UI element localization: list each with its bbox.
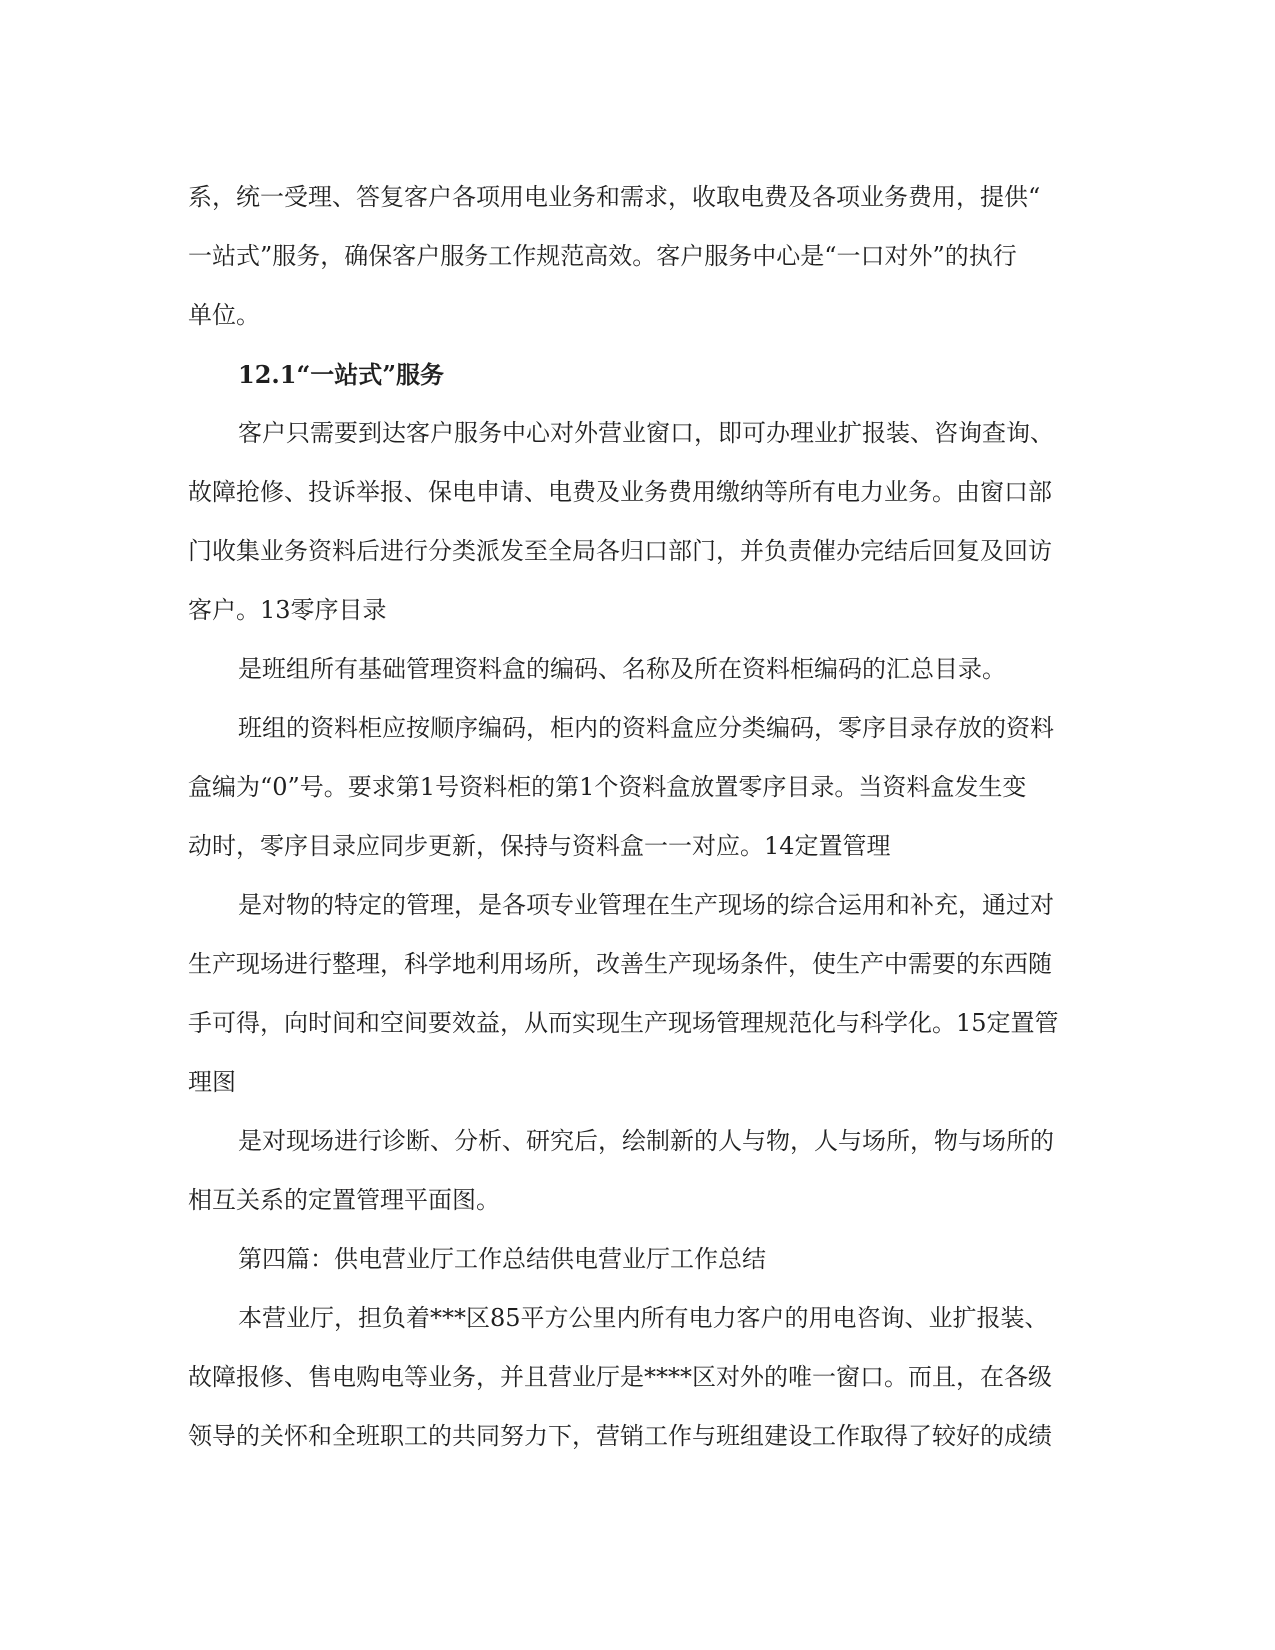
text-line-3: 单位。	[188, 301, 260, 329]
text-line-7: 门收集业务资料后进行分类派发至全局各归口部门，并负责催办完结后回复及回访	[188, 537, 1052, 565]
text-line-20: 本营业厅，担负着***区85平方公里内所有电力客户的用电咨询、业扩报装、	[238, 1304, 1049, 1332]
text-line-14: 生产现场进行整理，科学地利用场所，改善生产现场条件，使生产中需要的东西随	[188, 950, 1052, 978]
text-line-6: 故障抢修、投诉举报、保电申请、电费及业务费用缴纳等所有电力业务。由窗口部	[188, 478, 1052, 506]
text-line-9: 是班组所有基础管理资料盒的编码、名称及所在资料柜编码的汇总目录。	[238, 655, 1006, 683]
text-line-18: 相互关系的定置管理平面图。	[188, 1186, 500, 1214]
text-line-2: 一站式”服务，确保客户服务工作规范高效。客户服务中心是“一口对外”的执行	[188, 242, 1017, 270]
text-line-11: 盒编为“0”号。要求第1号资料柜的第1个资料盒放置零序目录。当资料盒发生变	[188, 773, 1027, 801]
text-line-13: 是对物的特定的管理，是各项专业管理在生产现场的综合运用和补充，通过对	[238, 891, 1054, 919]
text-line-22: 领导的关怀和全班职工的共同努力下，营销工作与班组建设工作取得了较好的成绩	[188, 1422, 1052, 1450]
text-line-15: 手可得，向时间和空间要效益，从而实现生产现场管理规范化与科学化。15定置管	[188, 1009, 1059, 1037]
text-line-16: 理图	[188, 1068, 236, 1096]
document-body	[188, 168, 1086, 1466]
chapter-title-4: 第四篇：供电营业厅工作总结供电营业厅工作总结	[238, 1245, 766, 1273]
text-line-1: 系，统一受理、答复客户各项用电业务和需求，收取电费及各项业务费用，提供“	[188, 183, 1041, 211]
text-line-8: 客户。13零序目录	[188, 596, 387, 624]
text-line-10: 班组的资料柜应按顺序编码，柜内的资料盒应分类编码，零序目录存放的资料	[238, 714, 1054, 742]
text-line-21: 故障报修、售电购电等业务，并且营业厅是****区对外的唯一窗口。而且，在各级	[188, 1363, 1052, 1391]
section-heading-12-1: 12.1“一站式”服务	[238, 360, 445, 389]
text-line-12: 动时，零序目录应同步更新，保持与资料盒一一对应。14定置管理	[188, 832, 891, 860]
text-line-17: 是对现场进行诊断、分析、研究后，绘制新的人与物，人与场所，物与场所的	[238, 1127, 1054, 1155]
text-line-5: 客户只需要到达客户服务中心对外营业窗口，即可办理业扩报装、咨询查询、	[238, 419, 1054, 447]
